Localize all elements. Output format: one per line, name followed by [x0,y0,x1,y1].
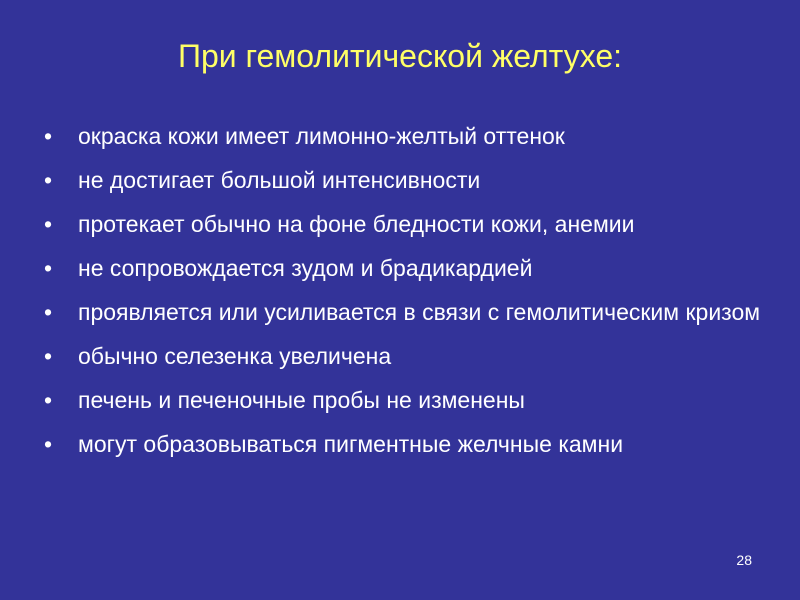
bullet-text: не достигает большой интенсивности [78,167,481,193]
bullet-dot-icon: • [44,255,53,281]
bullet-dot-icon: • [44,123,53,149]
bullet-text: проявляется или усиливается в связи с гемолитическим кризом [78,299,761,325]
page-number: 28 [736,552,752,568]
bullet-dot-icon: • [44,387,53,413]
bullet-item [44,294,764,330]
bullet-text: могут образовываться пигментные желчные камни [78,431,624,457]
bullet-dot-icon: • [44,431,53,457]
bullet-dot-icon: • [44,167,53,193]
bullet-list [44,118,764,470]
bullet-item [44,206,764,242]
bullet-item [44,426,764,462]
bullet-item [44,382,764,418]
bullet-text: не сопровождается зудом и брадикардией [78,255,533,281]
bullet-text: протекает обычно на фоне бледности кожи, анемии [78,211,635,237]
bullet-text: печень и печеночные пробы не изменены [78,387,525,413]
bullet-item [44,162,764,198]
slide-title: При гемолитической желтухе: [177,38,623,74]
bullet-dot-icon: • [44,299,53,325]
bullet-dot-icon: • [44,343,53,369]
bullet-item [44,338,764,374]
bullet-dot-icon: • [44,211,53,237]
bullet-item [44,250,764,286]
bullet-text: обычно селезенка увеличена [78,343,392,369]
bullet-text: окраска кожи имеет лимонно-желтый оттенок [78,123,565,149]
bullet-item [44,118,764,154]
